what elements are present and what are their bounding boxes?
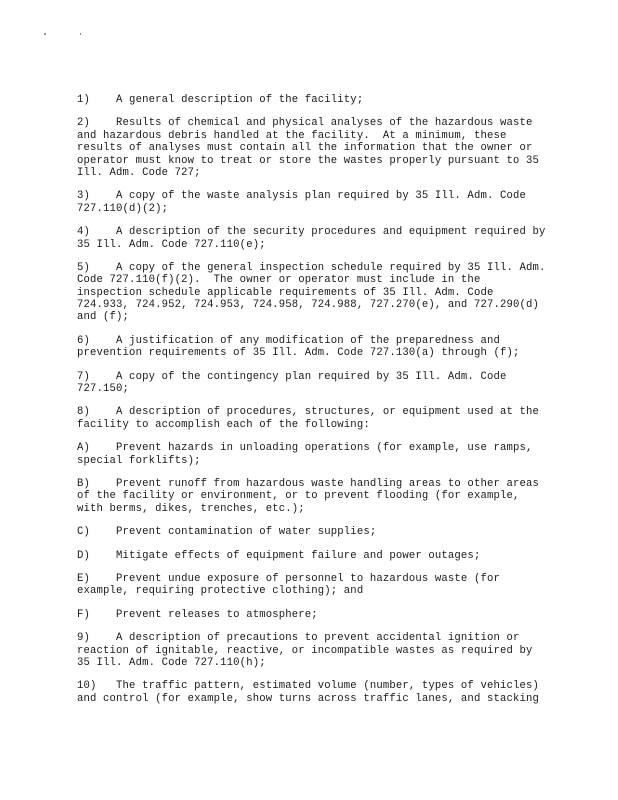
text-line: 727.110(d)(2); — [77, 202, 169, 215]
paragraph-p3 — [77, 190, 547, 215]
text-line: Code 727.110(f)(2). The owner or operator must include in the — [77, 274, 481, 287]
text-line: example, requiring protective clothing); and — [77, 585, 364, 598]
paragraph-p6 — [77, 335, 547, 360]
text-line: and hazardous debris handled at the facility. At a minimum, these — [77, 129, 507, 142]
paragraph-pB — [77, 478, 547, 515]
text-line: 6) A justification of any modification of the preparedness and — [77, 334, 500, 347]
text-line: special forklifts); — [77, 454, 201, 467]
paragraph-pE — [77, 573, 547, 598]
text-line: 4) A description of the security procedures and equipment required by — [77, 226, 546, 239]
paragraph-pD — [77, 550, 547, 562]
text-line: 1) A general description of the facility; — [77, 94, 364, 106]
text-line: results of analyses must contain all the information that the owner or — [77, 142, 533, 155]
paragraph-p1 — [77, 94, 547, 106]
text-line: facility to accomplish each of the following: — [77, 418, 370, 431]
text-line: 7) A copy of the contingency plan required by 35 Ill. Adm. Code — [77, 370, 507, 383]
scan-speck — [80, 33, 81, 35]
paragraph-p7 — [77, 371, 547, 396]
text-line: 5) A copy of the general inspection schedule required by 35 Ill. Adm. — [77, 261, 546, 274]
scan-speck — [44, 33, 46, 35]
text-line: of the facility or environment, or to prevent flooding (for example, — [77, 490, 520, 503]
paragraph-p8 — [77, 406, 547, 431]
paragraph-p9 — [77, 632, 547, 669]
paragraph-pF — [77, 609, 547, 621]
text-line: 35 Ill. Adm. Code 727.110(h); — [77, 656, 266, 669]
text-line: A) Prevent hazards in unloading operations (for example, use ramps, — [77, 442, 533, 455]
text-line: prevention requirements of 35 Ill. Adm. Code 727.130(a) through (f); — [77, 347, 520, 360]
text-line: 35 Ill. Adm. Code 727.110(e); — [77, 238, 266, 251]
text-line: inspection schedule applicable requirements of 35 Ill. Adm. Code — [77, 286, 494, 299]
paragraph-pC — [77, 526, 547, 538]
text-line: reaction of ignitable, reactive, or incompatible wastes as required by — [77, 644, 533, 657]
text-line: F) Prevent releases to atmosphere; — [77, 608, 318, 621]
text-line: 8) A description of procedures, structures, or equipment used at the — [77, 406, 540, 419]
text-line: 10) The traffic pattern, estimated volume (number, types of vehicles) — [77, 680, 540, 693]
text-line: E) Prevent undue exposure of personnel to hazardous waste (for — [77, 572, 500, 585]
paragraph-p5 — [77, 262, 547, 324]
text-line: 3) A copy of the waste analysis plan required by 35 Ill. Adm. Code — [77, 190, 527, 203]
text-line: and (f); — [77, 311, 130, 324]
text-line: operator must know to treat or store the wastes properly pursuant to 35 — [77, 154, 540, 167]
paragraph-pA — [77, 442, 547, 467]
text-line: C) Prevent contamination of water supplies; — [77, 526, 377, 539]
paragraph-p10 — [77, 680, 547, 705]
paragraph-p4 — [77, 226, 547, 251]
text-line: D) Mitigate effects of equipment failure and power outages; — [77, 549, 481, 562]
text-line: 2) Results of chemical and physical analyses of the hazardous waste — [77, 117, 533, 130]
text-line: 727.150; — [77, 383, 130, 396]
text-line: and control (for example, show turns across traffic lanes, and stacking — [77, 692, 540, 705]
text-line: 9) A description of precautions to prevent accidental ignition or — [77, 632, 520, 645]
document-body — [77, 94, 547, 716]
text-line: Ill. Adm. Code 727; — [77, 166, 201, 179]
paragraph-p2 — [77, 117, 547, 179]
text-line: with berms, dikes, trenches, etc.); — [77, 502, 305, 515]
text-line: B) Prevent runoff from hazardous waste handling areas to other areas — [77, 477, 540, 490]
text-line: 724.933, 724.952, 724.953, 724.958, 724.988, 727.270(e), and 727.290(d) — [77, 299, 540, 312]
